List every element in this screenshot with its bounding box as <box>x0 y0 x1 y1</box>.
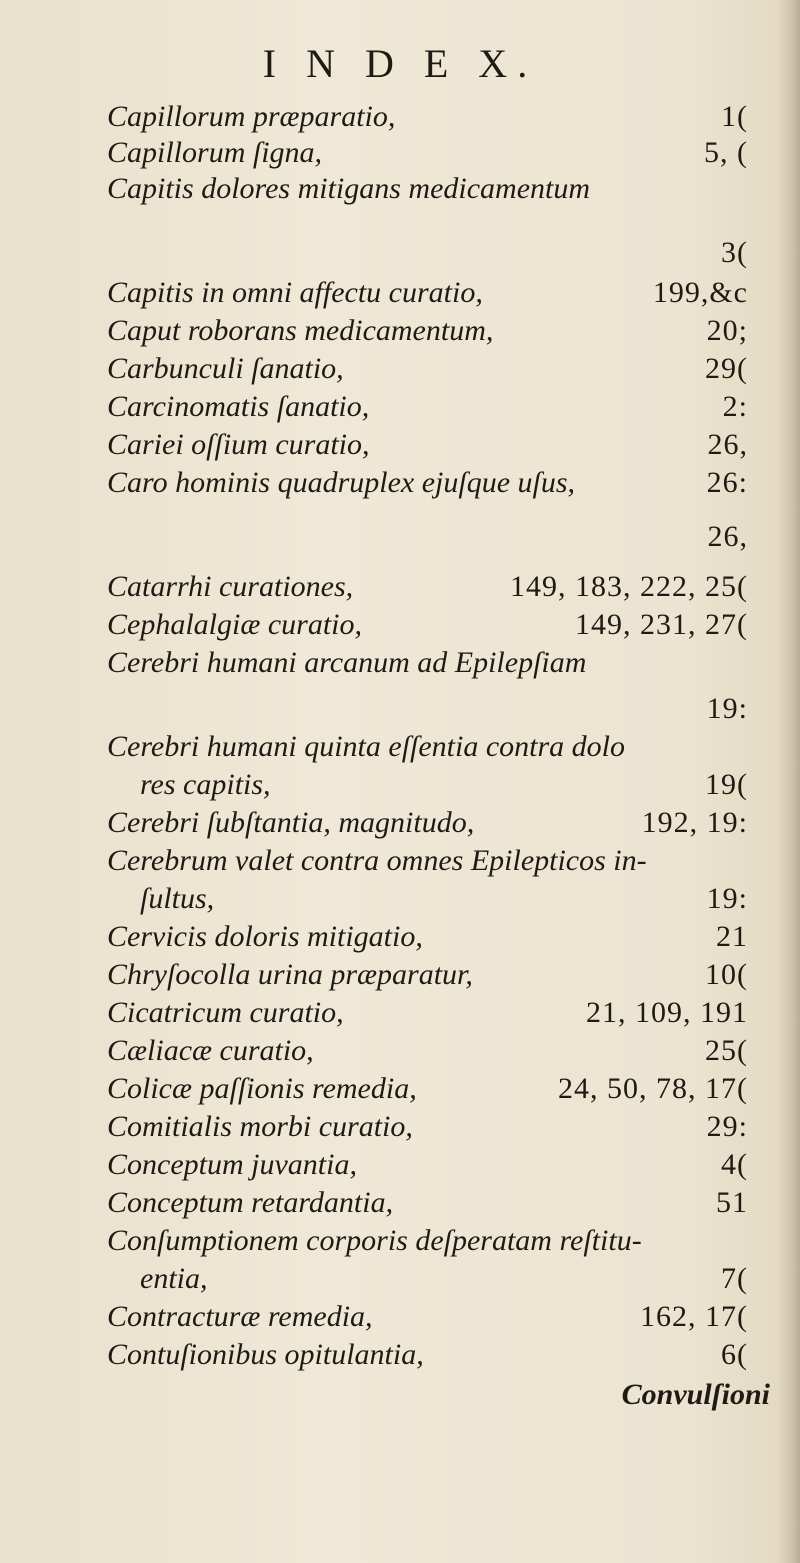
entry-text: Cæliacæ curatio, <box>107 1034 314 1067</box>
entry-page-number: 20; <box>706 314 748 347</box>
entry-page-number: 199,&c <box>652 276 748 309</box>
entry-page-number: 162, 17( <box>640 1300 748 1333</box>
entry-page-number: 25( <box>705 1034 748 1067</box>
entry-text: Chryſocolla urina præparatur, <box>107 958 473 991</box>
entry-text: Cicatricum curatio, <box>107 996 344 1029</box>
page-title: I N D E X. <box>262 41 538 86</box>
entry-page-number: 19: <box>706 882 748 915</box>
entry-text: Cerebri humani quinta eſſentia contra dolo <box>107 730 626 763</box>
entry-page-number: 192, 19: <box>641 806 748 839</box>
entry-page-number: 51 <box>716 1186 748 1219</box>
entry-text: res capitis, <box>140 768 271 801</box>
entry-text: Carbunculi ſanatio, <box>107 352 344 385</box>
entry-text: Comitialis morbi curatio, <box>107 1110 413 1143</box>
entry-page-number: 24, 50, 78, 17( <box>558 1072 748 1105</box>
entry-text: Capitis dolores mitigans medicamentum <box>107 172 591 205</box>
entry-text: Contracturæ remedia, <box>107 1300 373 1333</box>
catchword: Convulſioni <box>621 1378 770 1411</box>
entry-text: Conſumptionem corporis deſperatam reſtitu- <box>107 1224 642 1257</box>
entry-text: Capillorum præparatio, <box>107 100 396 133</box>
entry-page-number: 19( <box>705 768 748 801</box>
entry-text: Capitis in omni affectu curatio, <box>107 276 483 309</box>
entry-text: Cerebri ſubſtantia, magnitudo, <box>107 806 475 839</box>
entry-page-number: 26: <box>706 466 748 499</box>
entry-text: Contuſionibus opitulantia, <box>107 1338 424 1371</box>
entry-text: ſultus, <box>140 882 215 915</box>
entry-page-number: 3( <box>721 236 748 269</box>
entry-page-number: 26, <box>707 520 748 553</box>
entry-page-number: 6( <box>721 1338 748 1371</box>
entry-page-number: 149, 183, 222, 25( <box>510 570 748 603</box>
entry-text: Caro hominis quadruplex ejuſque uſus, <box>107 466 576 499</box>
entry-page-number: 4( <box>721 1148 748 1181</box>
entry-text: Carcinomatis ſanatio, <box>107 390 370 423</box>
entry-text: Cerebri humani arcanum ad Epilepſiam <box>107 646 587 679</box>
entry-page-number: 21, 109, 191 <box>586 996 748 1029</box>
entry-page-number: 26, <box>707 428 748 461</box>
entry-text: Cerebrum valet contra omnes Epilepticos in- <box>107 844 647 877</box>
entry-text: Colicæ paſſionis remedia, <box>107 1072 417 1105</box>
entry-text: entia, <box>140 1262 208 1295</box>
entry-page-number: 10( <box>705 958 748 991</box>
entry-page-number: 2: <box>722 390 748 423</box>
entry-page-number: 21 <box>716 920 748 953</box>
entry-text: Conceptum juvantia, <box>107 1148 357 1181</box>
entry-page-number: 29( <box>705 352 748 385</box>
entry-text: Caput roborans medicamentum, <box>107 314 494 347</box>
entry-page-number: 149, 231, 27( <box>575 608 748 641</box>
entry-page-number: 1( <box>721 100 748 133</box>
entry-page-number: 7( <box>721 1262 748 1295</box>
entry-text: Cervicis doloris mitigatio, <box>107 920 423 953</box>
entry-text: Conceptum retardantia, <box>107 1186 394 1219</box>
entry-text: Capillorum ſigna, <box>107 136 323 169</box>
entry-page-number: 19: <box>706 692 748 725</box>
entry-text: Cariei oſſium curatio, <box>107 428 370 461</box>
entry-text: Catarrhi curationes, <box>107 570 354 603</box>
entry-page-number: 29: <box>706 1110 748 1143</box>
entry-page-number: 5, ( <box>704 136 748 169</box>
entry-text: Cephalalgiæ curatio, <box>107 608 362 641</box>
